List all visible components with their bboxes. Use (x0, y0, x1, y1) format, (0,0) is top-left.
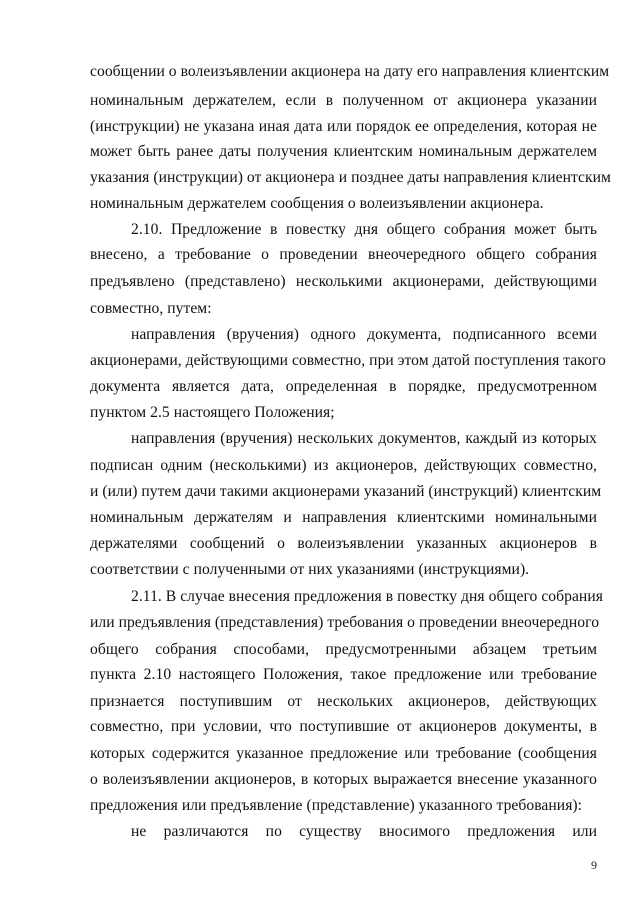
text-line: пунктом 2.5 настоящего Положения; (90, 404, 335, 421)
paragraph-start: направления (вручения) нескольких документов, каждый из которых (131, 430, 597, 447)
page-number: 9 (591, 858, 597, 872)
text-line: подписан одним (несколькими) из акционеров, действующих совместно, (90, 457, 597, 474)
text-line: или предъявления (представления) требования о проведении внеочередного (90, 614, 600, 631)
paragraph-start: не различаются по существу вносимого предложения или (131, 823, 597, 840)
text-line: и (или) путем дачи такими акционерами указаний (инструкций) клиентским (90, 483, 602, 500)
text-line: номинальным держателем, если в полученном от акционера указании (90, 92, 597, 109)
text-line: соответствии с полученными от них указаниями (инструкциями). (90, 561, 530, 578)
text-line: указания (инструкции) от акционера и позднее даты направления клиентским (90, 169, 611, 186)
text-line: (инструкции) не указана иная дата или порядок ее определения, которая не (90, 118, 597, 135)
text-line: номинальным держателем сообщения о волеизъявлении акционера. (90, 195, 544, 212)
text-line: держателями сообщений о волеизъявлении указанных акционеров в (90, 535, 597, 552)
text-line: предложения или предъявление (представление) указанного требования): (90, 797, 583, 814)
paragraph-start: направления (вручения) одного документа, подписанного всеми (131, 326, 597, 343)
text-line: общего собрания способами, предусмотренными абзацем третьим (90, 641, 597, 658)
text-line: акционерами, действующими совместно, при этом датой поступления такого (90, 352, 606, 369)
paragraph-2-11-start: 2.11. В случае внесения предложения в повестку дня общего собрания (131, 588, 603, 605)
text-line: может быть ранее даты получения клиентским номинальным держателем (90, 143, 597, 160)
text-line: совместно, путем: (90, 300, 212, 317)
text-line: пункта 2.10 настоящего Положения, такое предложение или требование (90, 666, 597, 683)
text-line: номинальным держателям и направления клиентскими номинальными (90, 509, 597, 526)
text-line: внесено, а требование о проведении внеочередного общего собрания (90, 246, 597, 263)
text-line: сообщении о волеизъявлении акционера на дату его направления клиентским (90, 63, 610, 80)
text-line: совместно, при условии, что поступившие от акционеров документы, в (90, 718, 597, 735)
paragraph-2-10-start: 2.10. Предложение в повестку дня общего собрания может быть (131, 221, 597, 238)
text-line: документа является дата, определенная в порядке, предусмотренном (90, 378, 597, 395)
text-line: которых содержится указанное предложение или требование (сообщения (90, 745, 597, 762)
text-line: о волеизъявлении акционеров, в которых выражается внесение указанного (90, 771, 597, 788)
text-line: признается поступившим от нескольких акционеров, действующих (90, 693, 597, 710)
text-line: предъявлено (представлено) несколькими акционерами, действующими (90, 273, 597, 290)
